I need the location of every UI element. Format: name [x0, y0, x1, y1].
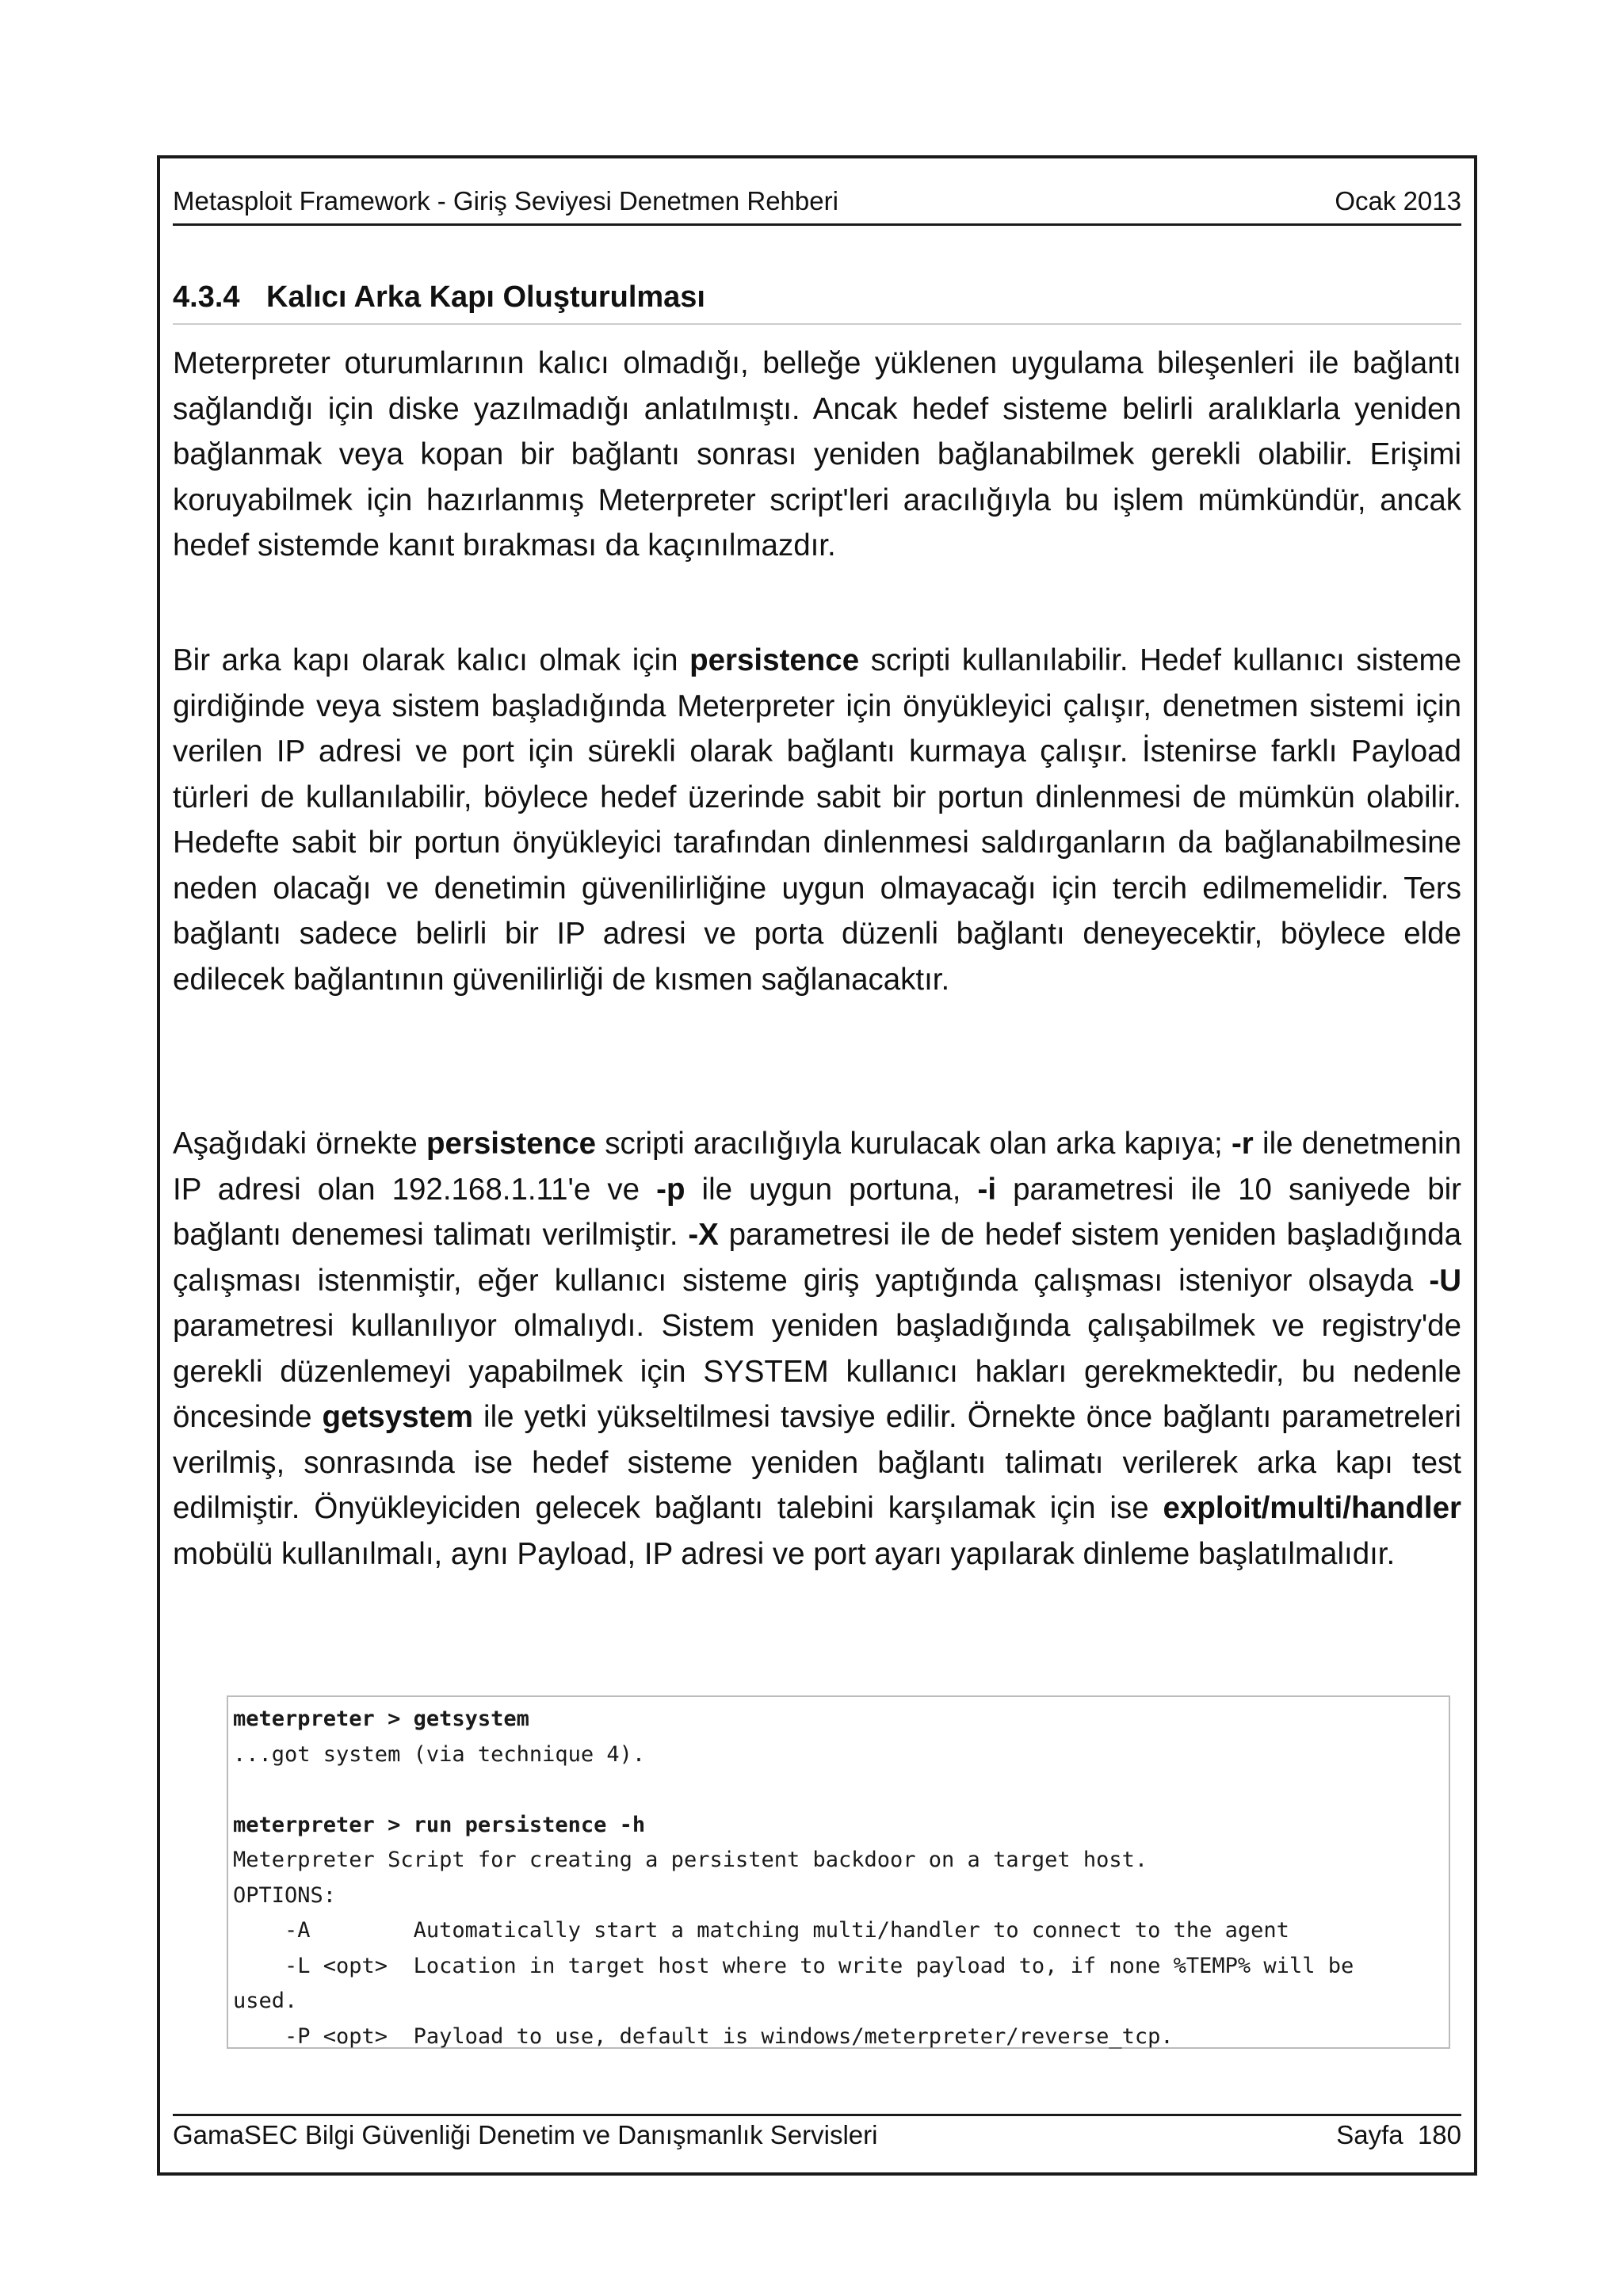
page-frame: [157, 155, 1477, 2176]
footer-company: GamaSEC Bilgi Güvenliği Denetim ve Danışmanlık Servisleri: [173, 2120, 878, 2149]
paragraph-3-bold-getsystem: getsystem: [322, 1400, 473, 1434]
code-line-blank: [233, 1772, 1449, 1808]
paragraph-3-bold-x: -X: [688, 1218, 719, 1252]
document-title: Metasploit Framework - Giriş Seviyesi Denetmen Rehberi: [173, 186, 838, 215]
paragraph-3-text-c: scripti aracılığıyla kurulacak olan arka kapıya;: [596, 1127, 1232, 1161]
code-line: -P <opt> Payload to use, default is windows/meterpreter/reverse_tcp.: [233, 2023, 1174, 2049]
code-line: used.: [233, 1989, 298, 2013]
paragraph-1: Meterpreter oturumlarının kalıcı olmadığı, belleğe yüklenen uygulama bileşenleri ile bağlantı sağlandığı için diske yazılmadığı anlatılmıştı. Ancak hedef sisteme belirli aralıklarla yeniden bağlanmak veya kopan bir bağlantı sonrası yeniden bağlanabilmek gerekli olabilir. Erişimi koruyabilmek için hazırlanmış Meterpreter script'leri aracılığıyla bu işlem mümkündür, ancak hedef sistemde kanıt bırakması da kaçınılmazdır.: [173, 346, 1461, 563]
code-line: ...got system (via technique 4).: [233, 1741, 646, 1767]
paragraph-3-text-i: parametresi ile 10 saniyede bir bağlantı denemesi talimatı verilmiştir.: [173, 1172, 1461, 1252]
paragraph-2-text-c: scripti kullanılabilir. Hedef kullanıcı sisteme girdiğinde veya sistem başladığında Meterpreter için önyükleyici çalışır, denetmen sistemi için verilen IP adresi ve port için sürekli olarak bağlantı kurmaya çalışır. İstenirse farklı Payload türleri de kullanılabilir, böylece hedef üzerinde sabit bir portun dinlenmesi de mümkün olabilir. Hedefte sabit bir portun önyükleyici tarafından dinlenmesi saldırganların da bağlanabilmesine neden olacağı ve denetimin güvenilirliğine uygun olmayacağı için tercih edilmemelidir. Ters bağlantı sadece belirli bir IP adresi ve porta düzenli bağlantı deneyecektir, böylece elde edilecek bağlantının güvenilirliği de kısmen sağlanacaktır.: [173, 643, 1461, 997]
page-footer: [173, 2114, 1461, 2153]
paragraph-3-bold-i: -i: [977, 1172, 997, 1207]
page-number: 180: [1417, 2120, 1461, 2149]
paragraph-3-text-m: parametresi kullanılıyor olmalıydı. Sistem yeniden başladığında çalışabilmek ve registry'de gerekli düzenlemeyi yapabilmek için SYSTEM kullanıcı hakları gerekmektedir, bu nedenle öncesinde: [173, 1309, 1461, 1434]
code-line: meterpreter > getsystem: [233, 1707, 529, 1731]
paragraph-3-text-k: parametresi ile de hedef sistem yeniden başladığında çalışması istenmiştir, eğer kullanıcı sisteme giriş yaptığında çalışması isteniyor olsayda: [173, 1218, 1461, 1298]
document-date: Ocak 2013: [1335, 186, 1461, 215]
code-line: OPTIONS:: [233, 1882, 337, 1908]
section-number: 4.3.4: [173, 280, 240, 314]
paragraph-3-text-q: mobülü kullanılmalı, aynı Payload, IP adresi ve port ayarı yapılarak dinleme başlatılmalıdır.: [173, 1536, 1396, 1571]
code-line: meterpreter > run persistence -h: [233, 1812, 646, 1837]
paragraph-3-bold-persistence: persistence: [426, 1127, 596, 1161]
paragraph-3-text-g: ile uygun portuna,: [685, 1172, 978, 1207]
paragraph-3-bold-handler: exploit/multi/handler: [1163, 1491, 1461, 1525]
code-line: -A Automatically start a matching multi/handler to connect to the agent: [233, 1918, 1289, 1943]
code-line: Meterpreter Script for creating a persistent backdoor on a target host.: [233, 1848, 1148, 1872]
paragraph-3-bold-r: -r: [1231, 1127, 1254, 1161]
paragraph-2: [173, 638, 1461, 1002]
page-label: Sayfa: [1336, 2120, 1403, 2149]
code-line: -L <opt> Location in target host where to write payload to, if none %TEMP% will be: [233, 1953, 1354, 1978]
paragraph-2-text-a: Bir arka kapı olarak kalıcı olmak için: [173, 643, 690, 677]
code-block: [227, 1695, 1450, 2049]
paragraph-3-bold-p: -p: [656, 1172, 685, 1207]
paragraph-3-bold-u: -U: [1429, 1263, 1461, 1298]
paragraph-3-text-a: Aşağıdaki örnekte: [173, 1127, 426, 1161]
paragraph-3-text-o: ile yetki yükseltilmesi tavsiye edilir. Örnekte önce bağlantı parametreleri verilmiş, sonrasında ise hedef sisteme yeniden bağlantı talimatı verilerek arka kapı test edilmiştir. Önyükleyiciden gelecek bağlantı talebini karşılamak için ise: [173, 1400, 1461, 1525]
section-title: Kalıcı Arka Kapı Oluşturulması: [266, 280, 705, 314]
section-heading: [173, 277, 1461, 325]
paragraph-3: [173, 1121, 1461, 1577]
page-header: [173, 182, 1461, 226]
paragraph-2-bold-persistence: persistence: [689, 643, 860, 677]
page-number-block: [1336, 2119, 1461, 2151]
paragraph-3-text-e: ile denetmenin IP adresi olan 192.168.1.11'e ve: [173, 1127, 1462, 1207]
